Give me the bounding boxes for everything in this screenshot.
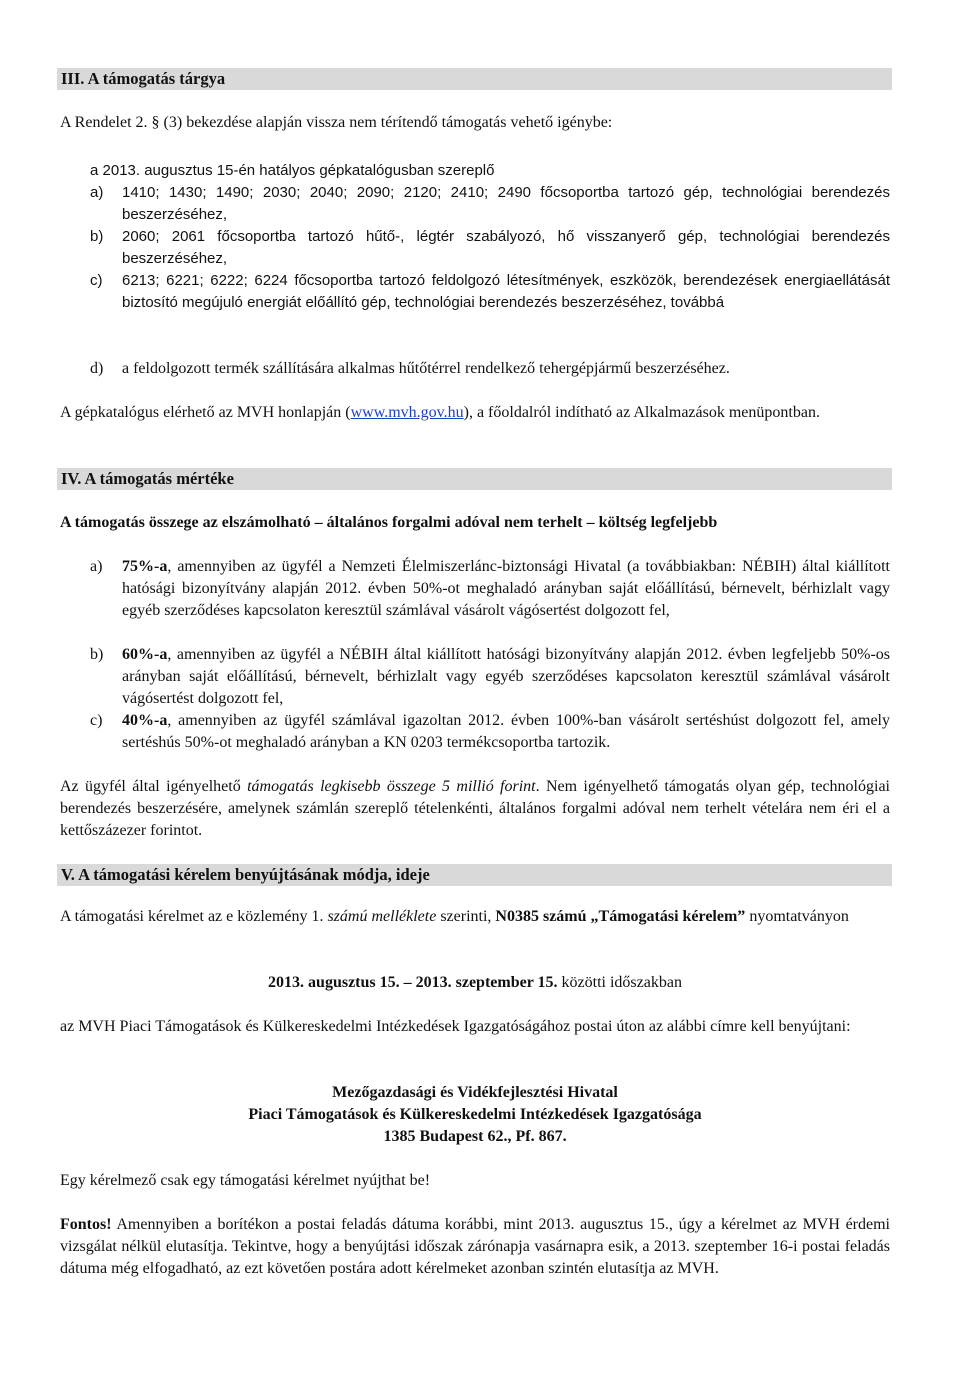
catalog-item-d (90, 358, 890, 380)
important-notice (60, 1214, 890, 1280)
section-4-subheading: A támogatás összege az elszámolható – általános forgalmi adóval nem terhelt – költség legfeljebb (60, 514, 718, 531)
address-line-1: Mezőgazdasági és Vidékfejlesztési Hivatal (332, 1084, 618, 1101)
form-post: nyomtatványon (745, 908, 849, 925)
rate-text: , amennyiben az ügyfél számlával igazoltan 2012. évben 100%-ban vásárolt sertéshúst dolgozott fel, amely sertéshús 50%-ot meghaladó arányban a KN 0203 termékcsoportba tartozik. (122, 712, 890, 751)
address-line-3: 1385 Budapest 62., Pf. 867. (383, 1128, 567, 1145)
min-italic: támogatás legkisebb összege 5 millió forint (247, 778, 536, 795)
rate-item-c (90, 710, 890, 754)
section-4-heading: IV. A támogatás mértéke (57, 468, 892, 490)
mvh-website-link[interactable]: www.mvh.gov.hu (350, 404, 464, 421)
rate-item-b (90, 644, 890, 710)
form-paragraph (60, 906, 890, 928)
item-label: a) (90, 184, 104, 201)
rate-percentage: 60%-a (122, 646, 168, 663)
rate-percentage: 75%-a (122, 558, 168, 575)
submission-period (60, 972, 890, 994)
rate-item-a (90, 556, 890, 622)
important-text: Amennyiben a borítékon a postai feladás dátuma korábbi, mint 2013. augusztus 15., úgy a kérelmet az MVH érdemi vizsgálat nélkül elutasítja. Tekintve, hogy a benyújtási időszak zárónapja vasárnapra esik, a 2013. szeptember 16-i postai feladás dátuma még elfogadható, az ezt követően postára adott kérelmeket azonban szintén elutasítja az MVH. (60, 1216, 890, 1277)
form-pre: A támogatási kérelmet az e közlemény 1. (60, 908, 328, 925)
min-pre: Az ügyfél által igényelhető (60, 778, 248, 795)
submission-instructions: az MVH Piaci Támogatások és Külkereskedelmi Intézkedések Igazgatóságához postai úton az alábbi címre kell benyújtani: (60, 1018, 851, 1035)
one-request-note: Egy kérelmező csak egy támogatási kérelmet nyújthat be! (60, 1172, 431, 1189)
form-bold: N0385 számú „Támogatási kérelem” (495, 908, 746, 925)
catalog-item-a (90, 182, 890, 226)
period-dates: 2013. augusztus 15. – 2013. szeptember 15. (268, 974, 558, 991)
catalog-availability (60, 402, 890, 424)
rate-text: , amennyiben az ügyfél a Nemzeti Élelmiszerlánc-biztonsági Hivatal (a továbbiakban: NÉBIH) által kiállított hatósági bizonyítvány alapján 2012. évben 50%-ot meghaladó arányban saját előállítású, bérnevelt, bérhizlalt vagy egyéb szerződéses kapcsolaton keresztül számlával vásárolt vágósertést dolgozott fel, (122, 558, 890, 619)
item-label: b) (90, 646, 104, 663)
section-5-heading: V. A támogatási kérelem benyújtásának módja, ideje (57, 864, 892, 886)
item-text: 6213; 6221; 6222; 6224 főcsoportba tartozó feldolgozó létesítmények, eszközök, berendezések energiaellátását biztosító megújuló energiát előállító gép, technológiai berendezés beszerzéséhez, továbbá (122, 272, 890, 311)
form-italic: számú melléklete (327, 908, 437, 925)
min-post: . Nem igényelhető támogatás olyan gép, technológiai berendezés beszerzésére, amelynek számlán szereplő tételenkénti, általános forgalmi adóval nem terhelt vételára nem éri el a kettőszázezer forintot. (60, 778, 890, 839)
postal-address (60, 1082, 890, 1148)
section-3-heading: III. A támogatás tárgya (57, 68, 892, 90)
rate-percentage: 40%-a (122, 712, 168, 729)
period-post: közötti időszakban (557, 974, 682, 991)
item-label: b) (90, 228, 104, 245)
catalog-item-b (90, 226, 890, 270)
section-3-intro: A Rendelet 2. § (3) bekezdése alapján vissza nem térítendő támogatás vehető igénybe: (60, 114, 613, 131)
important-label: Fontos! (60, 1216, 112, 1233)
catalog-post: ), a főoldalról indítható az Alkalmazások menüpontban. (463, 404, 820, 421)
minimum-amount-paragraph (60, 776, 890, 842)
item-label: a) (90, 558, 103, 575)
item-label: c) (90, 272, 103, 289)
item-text: 2060; 2061 főcsoportba tartozó hűtő-, légtér szabályozó, hő visszanyerő gép, technológiai berendezés beszerzéséhez, (122, 228, 890, 267)
item-label: d) (90, 360, 104, 377)
item-text: a feldolgozott termék szállítására alkalmas hűtőtérrel rendelkező tehergépjármű beszerzéséhez. (122, 360, 730, 377)
address-line-2: Piaci Támogatások és Külkereskedelmi Intézkedések Igazgatósága (248, 1106, 702, 1123)
item-label: c) (90, 712, 103, 729)
catalog-intro: a 2013. augusztus 15-én hatályos gépkatalógusban szereplő (90, 162, 495, 179)
catalog-item-c (90, 270, 890, 314)
rate-text: , amennyiben az ügyfél a NÉBIH által kiállított hatósági bizonyítvány alapján 2012. évben legfeljebb 50%-os arányban saját előállítású, bérnevelt, bérhizlalt vagy egyéb szerződéses kapcsolaton keresztül számlával vásárolt vágósertést dolgozott fel, (122, 646, 890, 707)
item-text: 1410; 1430; 1490; 2030; 2040; 2090; 2120; 2410; 2490 főcsoportba tartozó gép, technológiai berendezés beszerzéséhez, (122, 184, 890, 223)
form-mid: szerinti, (436, 908, 496, 925)
catalog-pre: A gépkatalógus elérhető az MVH honlapján ( (60, 404, 351, 421)
